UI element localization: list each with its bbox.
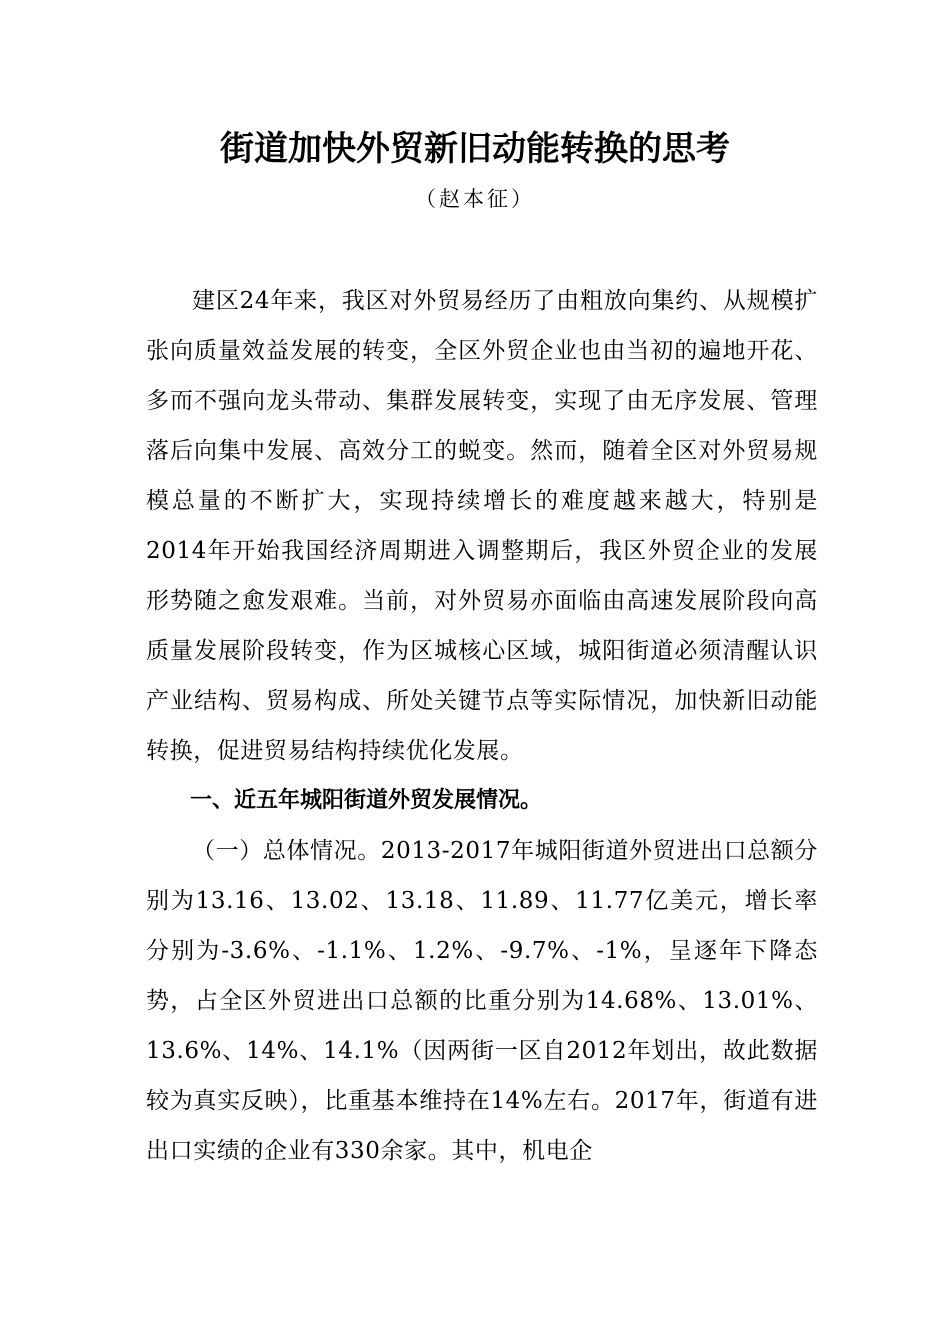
intro-paragraph: 建区24年来，我区对外贸易经历了由粗放向集约、从规模扩张向质量效益发展的转变，全区外贸企业也由当初的遍地开花、多而不强向龙头带动、集群发展转变，实现了由无序发展、管理落后向集中发展、高效分工的蜕变。然而，随着全区对外贸易规模总量的不断扩大，实现持续增长的难度越来越大，特别是2014年开始我国经济周期进入调整期后，我区外贸企业的发展形势随之愈发艰难。当前，对外贸易亦面临由高速发展阶段向高质量发展阶段转变，作为区城核心区域，城阳街道必须清醒认识产业结构、贸易构成、所处关键节点等实际情况，加快新旧动能转换，促进贸易结构持续优化发展。: [146, 288, 818, 764]
overview-paragraph: （一）总体情况。2013-2017年城阳街道外贸进出口总额分别为13.16、13.02、13.18、11.89、11.77亿美元，增长率分别为-3.6%、-1.1%、1.2%、-9.7%、-1%，呈逐年下降态势，占全区外贸进出口总额的比重分别为14.68%、13.01%、13.6%、14%、14.1%（因两街一区自2012年划出，故此数据较为真实反映），比重基本维持在14%左右。2017年，街道有进出口实绩的企业有330余家。其中，机电企: [146, 838, 818, 1164]
document-author: （赵本征）: [415, 187, 535, 211]
document-body: [146, 276, 818, 1176]
document-title: 街道加快外贸新旧动能转换的思考: [220, 129, 730, 169]
section-heading: 一、近五年城阳街道外贸发展情况。: [190, 788, 543, 813]
